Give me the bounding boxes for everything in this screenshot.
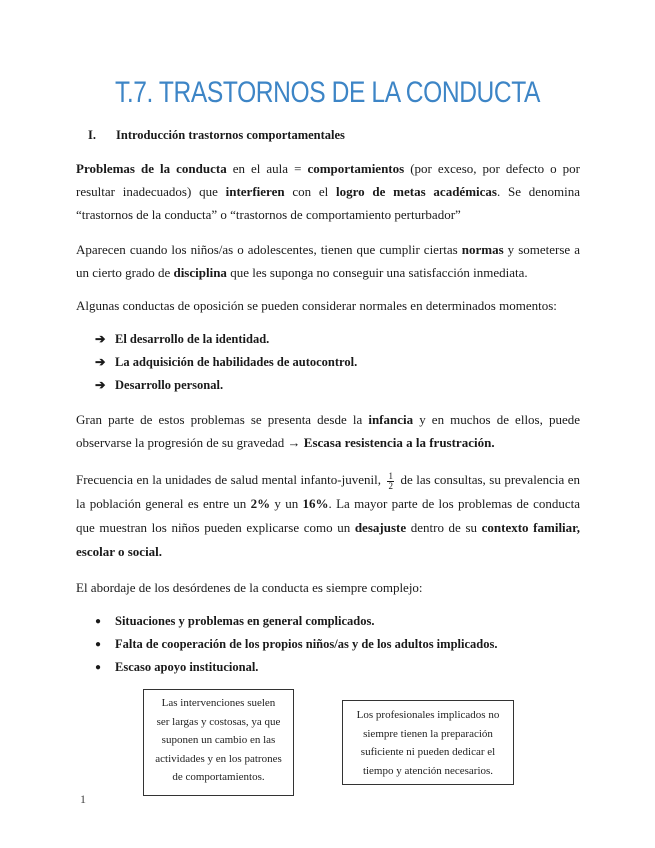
term-escasa-resistencia: Escasa resistencia a la frustración.	[303, 435, 495, 450]
term-desajuste: desajuste	[354, 520, 407, 535]
arrow-icon: ➔	[95, 355, 106, 369]
dot-icon: ●	[95, 639, 102, 650]
paragraph-abordaje: El abordaje de los desórdenes de la conducta es siempre complejo:	[76, 580, 423, 595]
paragraph-frecuencia: Frecuencia en la unidades de salud mental infanto-juvenil, $\frac{1}{2}$ de las consultas, su prevalencia en la población general es entre un 2% y un 16%. La mayor parte de los problemas de conducta que muestran los niños pueden explicarse como un desajuste dentro de su contexto familiar, escolar o social.	[76, 470, 581, 559]
term-contexto: contexto familiar, escolar o social.	[76, 520, 580, 559]
page-title: T.7. TRASTORNOS DE LA CONDUCTA	[114, 76, 541, 109]
term-normas: normas	[461, 242, 504, 257]
list-item: ➔ Desarrollo personal.	[95, 374, 357, 397]
callout-box-profesionales: Los profesionales implicados no siempre tienen la preparación suficiente ni pueden dedicar el tiempo y atención necesarios.	[342, 700, 514, 785]
dot-icon: ●	[95, 616, 102, 627]
section-heading	[88, 128, 345, 143]
callout-box-intervenciones: Las intervenciones suelen ser largas y costosas, ya que suponen un cambio en las actividades y en los patrones de comportamientos.	[143, 689, 294, 796]
section-title: Introducción trastornos comportamentales	[116, 128, 345, 142]
page-number: 1	[80, 792, 86, 806]
list-item: ● Situaciones y problemas en general complicados.	[95, 610, 497, 633]
paragraph-gran-parte: Gran parte de estos problemas se presenta desde la infancia y en muchos de ellos, puede observarse la progresión de su gravedad → Escasa resistencia a la frustración.	[76, 412, 580, 450]
arrow-icon: ➔	[95, 378, 106, 392]
list-item: ➔ La adquisición de habilidades de autocontrol.	[95, 351, 357, 374]
term-interfieren: interfieren	[225, 184, 285, 199]
section-number: I.	[88, 128, 96, 142]
term-disciplina: disciplina	[173, 265, 227, 280]
dot-icon: ●	[95, 662, 102, 673]
term-infancia: infancia	[368, 412, 414, 427]
paragraph-aparecen: Aparecen cuando los niños/as o adolescentes, tienen que cumplir ciertas normas y someterse a un cierto grado de disciplina que les suponga no conseguir una satisfacción inmediata.	[76, 242, 580, 280]
list-item: ● Escaso apoyo institucional.	[95, 656, 497, 679]
term-comportamientos: comportamientos	[307, 161, 405, 176]
fraction-one-half: $\frac{1}{2}$	[388, 470, 393, 491]
list-item: ● Falta de cooperación de los propios niños/as y de los adultos implicados.	[95, 633, 497, 656]
list-item: ➔ El desarrollo de la identidad.	[95, 328, 357, 351]
term-problemas-conducta: Problemas de la conducta	[76, 161, 227, 176]
arrow-list	[95, 328, 357, 397]
dot-list	[95, 610, 497, 679]
paragraph-problemas: Problemas de la conducta en el aula = comportamientos (por exceso, por defecto o por resultar inadecuados) que interfieren con el logro de metas académicas. Se denomina “trastornos de la conducta” o “trastornos de comportamiento perturbador”	[76, 161, 580, 222]
arrow-icon: ➔	[95, 332, 106, 346]
term-logro-metas: logro de metas académicas	[336, 184, 497, 199]
paragraph-conductas-oposicion: Algunas conductas de oposición se pueden considerar normales en determinados momentos:	[76, 298, 557, 313]
